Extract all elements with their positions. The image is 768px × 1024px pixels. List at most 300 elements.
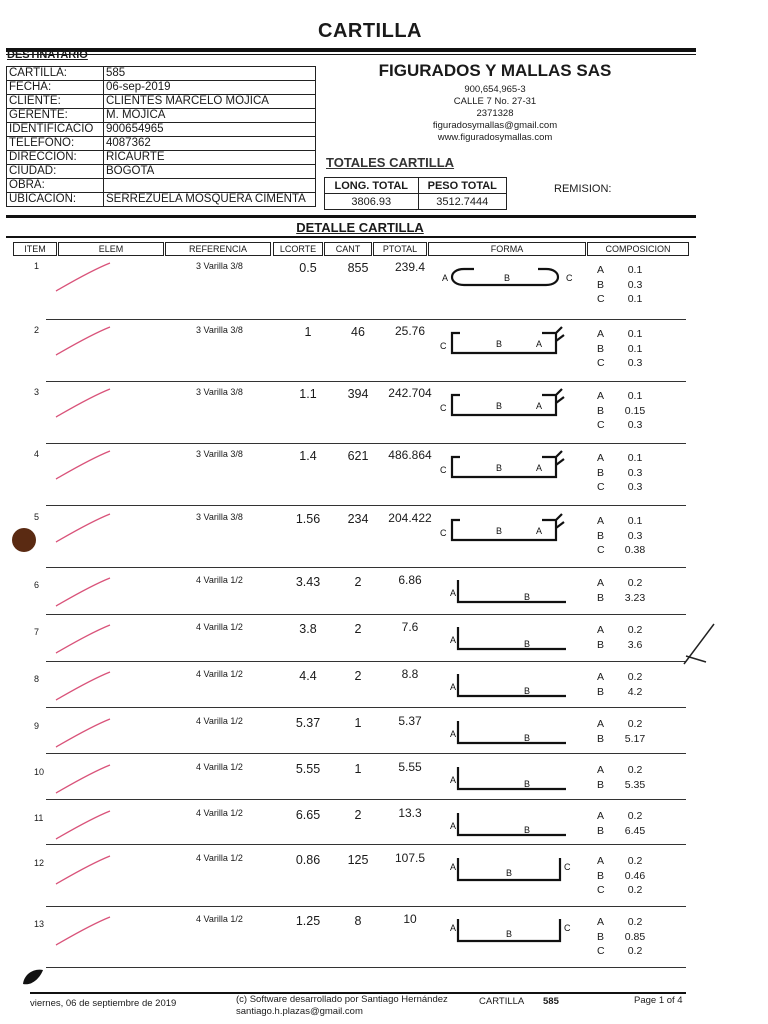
header-forma: FORMA: [428, 242, 586, 256]
composicion-value: 0.1: [627, 452, 643, 464]
cant-cell: 1: [354, 762, 362, 776]
peso-total-header: PESO TOTAL: [418, 178, 506, 194]
shape-label: A: [450, 923, 457, 933]
info-key: TELEFONO:: [7, 137, 104, 151]
shape-label: C: [440, 341, 447, 351]
composicion-label: B: [597, 466, 605, 479]
header-referencia: REFERENCIA: [165, 242, 271, 256]
info-value: CLIENTES MARCELO MOJICA: [104, 95, 316, 109]
forma-shape-icon: [438, 913, 588, 949]
long-total-header: LONG. TOTAL: [325, 178, 419, 194]
cant-cell: 125: [347, 853, 369, 867]
referencia-cell: 4 Varilla 1/2: [196, 716, 243, 726]
item-number: 11: [34, 813, 44, 823]
shape-label: B: [524, 825, 531, 835]
lcorte-cell: 1.25: [295, 914, 321, 928]
cant-cell: 1: [354, 716, 362, 730]
composicion-value: 0.38: [624, 544, 646, 556]
composicion-value: 0.2: [627, 577, 643, 589]
composicion-label: A: [597, 264, 605, 276]
checkmark-stroke: [56, 856, 110, 884]
item-number: 12: [34, 858, 45, 868]
ptotal-cell: 13.3: [398, 806, 422, 820]
ink-blot-icon: [20, 966, 46, 988]
table-row: [0, 850, 768, 900]
row-separator: [46, 567, 686, 568]
info-key: GERENTE:: [7, 109, 104, 123]
row-separator: [46, 707, 686, 708]
forma-shape-icon: [438, 574, 588, 610]
composicion-label: A: [597, 577, 605, 589]
info-key: IDENTIFICACIO: [7, 123, 104, 137]
forma-shape-icon: [438, 510, 588, 546]
lcorte-cell: 1.1: [299, 387, 317, 401]
footer-credit: (c) Software desarrollado por Santiago Hernández: [236, 994, 448, 1005]
row-separator: [46, 505, 686, 506]
shape-label: B: [506, 929, 513, 939]
cant-cell: 394: [347, 387, 369, 401]
table-row: [0, 259, 768, 309]
row-separator: [46, 319, 686, 320]
composicion-value: 0.2: [627, 624, 643, 636]
lcorte-cell: 1.4: [299, 449, 317, 463]
shape-label: A: [536, 526, 543, 536]
composicion-value: 0.15: [624, 404, 646, 417]
checkmark-icon: [50, 261, 120, 301]
company-name: FIGURADOS Y MALLAS SAS: [378, 61, 612, 80]
table-row: [0, 447, 768, 497]
checkmark-stroke: [56, 765, 110, 793]
shape-label: C: [564, 862, 571, 872]
item-number: 2: [34, 325, 40, 335]
shape-label: B: [496, 463, 503, 473]
shape-label: A: [450, 588, 457, 598]
composicion-label: B: [597, 278, 605, 291]
info-value: 06-sep-2019: [104, 81, 316, 95]
ptotal-cell: 5.55: [398, 760, 422, 774]
info-key: CLIENTE:: [7, 95, 104, 109]
composicion-value: 0.3: [627, 278, 643, 291]
info-key: FECHA:: [7, 81, 104, 95]
cant-cell: 2: [354, 669, 362, 683]
table-row: [0, 510, 768, 560]
lcorte-cell: 4.4: [299, 669, 317, 683]
composicion-value: 0.1: [627, 515, 643, 527]
item-number: 6: [34, 580, 40, 590]
bar-shape-line: [458, 627, 566, 649]
lcorte-cell: 1.56: [295, 512, 321, 526]
shape-label: B: [496, 339, 503, 349]
composicion-value: 0.1: [627, 293, 643, 305]
checkmark-icon: [50, 809, 120, 849]
ptotal-cell: 25.76: [394, 324, 426, 338]
bar-shape-line: [452, 327, 564, 353]
row-separator: [46, 614, 686, 615]
info-value: BOGOTA: [104, 165, 316, 179]
table-row: [0, 666, 768, 716]
composicion-value: 0.46: [624, 869, 646, 882]
item-number: 13: [34, 919, 45, 929]
destinatario-label: DESTINATARIO: [7, 49, 88, 61]
referencia-cell: 4 Varilla 1/2: [196, 808, 243, 818]
ptotal-cell: 7.6: [401, 620, 419, 634]
checkmark-stroke: [56, 625, 110, 653]
info-key: OBRA:: [7, 179, 104, 193]
header-item: ITEM: [13, 242, 57, 256]
info-row: [7, 165, 316, 179]
recipient-info-table: [6, 66, 316, 207]
cant-cell: 621: [347, 449, 369, 463]
checkmark-stroke: [56, 917, 110, 945]
composicion-value: 0.2: [627, 884, 643, 896]
composicion-value: 4.2: [627, 685, 643, 698]
composicion-value: 0.1: [627, 342, 643, 355]
shape-label: A: [450, 862, 457, 872]
composicion-label: B: [597, 529, 605, 542]
detail-rule-2: [6, 236, 696, 238]
composicion-value: 0.3: [627, 357, 643, 369]
cant-cell: 2: [354, 622, 362, 636]
forma-shape-icon: [438, 259, 588, 295]
lcorte-cell: 5.37: [295, 716, 321, 730]
shape-label: C: [564, 923, 571, 933]
composicion-label: A: [597, 718, 605, 730]
checkmark-icon: [50, 915, 120, 955]
composicion-label: A: [597, 624, 605, 636]
composicion-label: B: [597, 638, 605, 651]
composicion-label: A: [597, 764, 605, 776]
header-composicion: COMPOSICION: [587, 242, 689, 256]
info-value: RICAURTE: [104, 151, 316, 165]
header-cant: CANT: [324, 242, 372, 256]
shape-label: B: [504, 273, 511, 283]
shape-label: A: [450, 682, 457, 692]
composicion-label: B: [597, 404, 605, 417]
info-key: CARTILLA:: [7, 67, 104, 81]
forma-shape-icon: [438, 668, 588, 704]
row-separator: [46, 967, 686, 968]
composicion-value: 0.2: [627, 718, 643, 730]
composicion-label: B: [597, 930, 605, 943]
referencia-cell: 3 Varilla 3/8: [196, 449, 243, 459]
ptotal-cell: 239.4: [394, 260, 426, 274]
info-row: [7, 137, 316, 151]
bar-shape-line: [458, 721, 566, 743]
composicion-value: 0.2: [627, 855, 643, 867]
ptotal-cell: 486.864: [388, 448, 432, 462]
shape-label: A: [450, 775, 457, 785]
shape-label: B: [496, 401, 503, 411]
shape-label: C: [440, 403, 447, 413]
lcorte-cell: 3.8: [299, 622, 317, 636]
row-separator: [46, 661, 686, 662]
item-number: 7: [34, 627, 40, 637]
info-value: 4087362: [104, 137, 316, 151]
checkmark-icon: [50, 387, 120, 427]
composicion-label: B: [597, 869, 605, 882]
shape-label: B: [524, 592, 531, 602]
info-row: [7, 109, 316, 123]
row-separator: [46, 844, 686, 845]
bar-shape-line: [458, 813, 566, 835]
cant-cell: 2: [354, 575, 362, 589]
shape-label: A: [536, 463, 543, 473]
company-email: figuradosymallas@gmail.com: [432, 120, 558, 131]
shape-label: A: [450, 635, 457, 645]
forma-shape-icon: [438, 715, 588, 751]
company-website: www.figuradosymallas.com: [437, 132, 553, 143]
peso-total-value: 3512.7444: [418, 194, 506, 210]
item-number: 3: [34, 387, 40, 397]
cant-cell: 2: [354, 808, 362, 822]
bar-shape-line: [452, 451, 564, 477]
info-row: [7, 151, 316, 165]
composicion-value: 0.2: [627, 764, 643, 776]
long-total-value: 3806.93: [325, 194, 419, 210]
referencia-cell: 4 Varilla 1/2: [196, 762, 243, 772]
shape-label: C: [440, 528, 447, 538]
info-row: [7, 67, 316, 81]
ptotal-cell: 10: [403, 912, 417, 926]
footer-cartilla-label: CARTILLA: [479, 996, 525, 1007]
company-nit: 900,654,965-3: [464, 84, 526, 95]
info-key: UBICACION:: [7, 193, 104, 207]
composicion-value: 0.3: [627, 466, 643, 479]
item-number: 8: [34, 674, 40, 684]
lcorte-cell: 0.86: [295, 853, 321, 867]
checkmark-stroke: [56, 389, 110, 417]
composicion-label: A: [597, 452, 605, 464]
composicion-value: 0.2: [627, 671, 643, 683]
item-number: 5: [34, 512, 40, 522]
forma-shape-icon: [438, 323, 588, 359]
checkmark-icon: [50, 325, 120, 365]
ptotal-cell: 6.86: [398, 573, 422, 587]
bar-shape-line: [452, 514, 564, 540]
item-number: 9: [34, 721, 40, 731]
referencia-cell: 4 Varilla 1/2: [196, 622, 243, 632]
table-row: [0, 713, 768, 763]
checkmark-icon: [50, 670, 120, 710]
cant-cell: 855: [347, 261, 369, 275]
composicion-label: C: [597, 419, 605, 431]
company-phone: 2371328: [476, 108, 514, 119]
table-row: [0, 911, 768, 961]
shape-label: B: [524, 733, 531, 743]
forma-shape-icon: [438, 852, 588, 888]
checkmark-icon: [50, 576, 120, 616]
shape-label: A: [536, 339, 543, 349]
ptotal-cell: 107.5: [394, 851, 426, 865]
item-number: 10: [34, 767, 45, 777]
shape-label: A: [450, 729, 457, 739]
footer-page: Page 1 of 4: [634, 995, 683, 1006]
referencia-cell: 3 Varilla 3/8: [196, 325, 243, 335]
checkmark-stroke: [56, 451, 110, 479]
pen-mark-icon: [682, 620, 718, 670]
composicion-value: 5.35: [624, 778, 646, 791]
header-rule-thin: [6, 54, 696, 55]
cant-cell: 46: [351, 325, 365, 339]
composicion-label: C: [597, 544, 605, 556]
checkmark-icon: [50, 854, 120, 894]
forma-shape-icon: [438, 621, 588, 657]
bar-shape-line: [458, 767, 566, 789]
composicion-label: A: [597, 328, 605, 340]
composicion-label: A: [597, 390, 605, 402]
checkmark-stroke: [56, 672, 110, 700]
shape-label: B: [506, 868, 513, 878]
bar-shape-line: [452, 389, 564, 415]
item-number: 1: [34, 261, 40, 271]
forma-shape-icon: [438, 807, 588, 843]
forma-shape-icon: [438, 447, 588, 483]
composicion-value: 0.3: [627, 529, 643, 542]
shape-label: A: [442, 273, 449, 283]
info-row: [7, 81, 316, 95]
composicion-value: 0.3: [627, 419, 643, 431]
lcorte-cell: 0.5: [299, 261, 317, 275]
checkmark-icon: [50, 623, 120, 663]
company-address: CALLE 7 No. 27-31: [453, 96, 537, 107]
ptotal-cell: 8.8: [401, 667, 419, 681]
checkmark-stroke: [56, 578, 110, 606]
referencia-cell: 4 Varilla 1/2: [196, 914, 243, 924]
composicion-value: 0.2: [627, 945, 643, 957]
composicion-label: B: [597, 685, 605, 698]
info-key: DIRECCION:: [7, 151, 104, 165]
row-separator: [46, 753, 686, 754]
checkmark-icon: [50, 763, 120, 803]
referencia-cell: 3 Varilla 3/8: [196, 261, 243, 271]
composicion-label: C: [597, 884, 605, 896]
forma-shape-icon: [438, 385, 588, 421]
composicion-label: B: [597, 732, 605, 745]
shape-label: B: [524, 639, 531, 649]
header-ptotal: PTOTAL: [373, 242, 427, 256]
table-row: [0, 385, 768, 435]
composicion-label: A: [597, 916, 605, 928]
row-separator: [46, 381, 686, 382]
composicion-value: 6.45: [624, 824, 646, 837]
header-elem: ELEM: [58, 242, 164, 256]
bar-shape-line: [458, 580, 566, 602]
cant-cell: 8: [354, 914, 362, 928]
forma-shape-icon: [438, 761, 588, 797]
shape-label: B: [496, 526, 503, 536]
row-separator: [46, 906, 686, 907]
lcorte-cell: 6.65: [295, 808, 321, 822]
composicion-value: 0.2: [627, 916, 643, 928]
composicion-value: 0.1: [627, 390, 643, 402]
checkmark-icon: [50, 512, 120, 552]
checkmark-icon: [50, 717, 120, 757]
detail-rule: [6, 215, 696, 218]
info-value: SERREZUELA MOSQUERA CIMENTA: [104, 193, 316, 207]
info-row: [7, 179, 316, 193]
item-number: 4: [34, 449, 40, 459]
shape-label: C: [440, 465, 447, 475]
referencia-cell: 3 Varilla 3/8: [196, 387, 243, 397]
composicion-value: 0.1: [627, 328, 643, 340]
composicion-label: B: [597, 591, 605, 604]
composicion-value: 3.6: [627, 638, 643, 651]
shape-label: B: [524, 686, 531, 696]
table-row: [0, 759, 768, 809]
checkmark-stroke: [56, 327, 110, 355]
checkmark-stroke: [56, 811, 110, 839]
ptotal-cell: 242.704: [388, 386, 432, 400]
composicion-label: A: [597, 671, 605, 683]
document-title: CARTILLA: [318, 20, 422, 42]
info-row: [7, 193, 316, 207]
composicion-value: 0.2: [627, 810, 643, 822]
info-row: [7, 123, 316, 137]
composicion-value: 0.3: [627, 481, 643, 493]
stamp-dot-icon: [11, 527, 37, 553]
info-value: 900654965: [104, 123, 316, 137]
lcorte-cell: 3.43: [295, 575, 321, 589]
info-key: CIUDAD:: [7, 165, 104, 179]
footer-cartilla-number: 585: [543, 996, 559, 1007]
composicion-value: 3.23: [624, 591, 646, 604]
shape-label: A: [536, 401, 543, 411]
info-row: [7, 95, 316, 109]
composicion-label: C: [597, 945, 605, 957]
composicion-label: C: [597, 293, 605, 305]
table-row: [0, 323, 768, 373]
shape-label: C: [566, 273, 573, 283]
header-lcorte: LCORTE: [273, 242, 323, 256]
bar-shape-line: [458, 674, 566, 696]
composicion-value: 0.85: [624, 930, 646, 943]
row-separator: [46, 443, 686, 444]
lcorte-cell: 5.55: [295, 762, 321, 776]
composicion-value: 0.1: [627, 264, 643, 276]
detalle-label: DETALLE CARTILLA: [296, 220, 424, 235]
shape-label: B: [524, 779, 531, 789]
checkmark-stroke: [56, 719, 110, 747]
referencia-cell: 4 Varilla 1/2: [196, 853, 243, 863]
row-separator: [46, 799, 686, 800]
composicion-label: C: [597, 357, 605, 369]
referencia-cell: 4 Varilla 1/2: [196, 669, 243, 679]
totals-table: [324, 177, 507, 210]
info-value: 585: [104, 67, 316, 81]
composicion-label: B: [597, 778, 605, 791]
referencia-cell: 4 Varilla 1/2: [196, 575, 243, 585]
composicion-label: B: [597, 342, 605, 355]
composicion-label: A: [597, 810, 605, 822]
remision-label: REMISION:: [554, 183, 612, 195]
info-value: M. MOJICA: [104, 109, 316, 123]
checkmark-stroke: [56, 514, 110, 542]
info-value: [104, 179, 316, 193]
composicion-label: A: [597, 515, 605, 527]
checkmark-icon: [50, 449, 120, 489]
shape-label: A: [450, 821, 457, 831]
lcorte-cell: 1: [304, 325, 312, 339]
ptotal-cell: 5.37: [398, 714, 422, 728]
totales-label: TOTALES CARTILLA: [326, 155, 455, 170]
referencia-cell: 3 Varilla 3/8: [196, 512, 243, 522]
table-row: [0, 805, 768, 855]
footer-date: viernes, 06 de septiembre de 2019: [30, 998, 177, 1009]
footer-email: santiago.h.plazas@gmail.com: [236, 1006, 363, 1017]
cant-cell: 234: [347, 512, 369, 526]
header-rule: [6, 48, 696, 52]
checkmark-stroke: [56, 263, 110, 291]
